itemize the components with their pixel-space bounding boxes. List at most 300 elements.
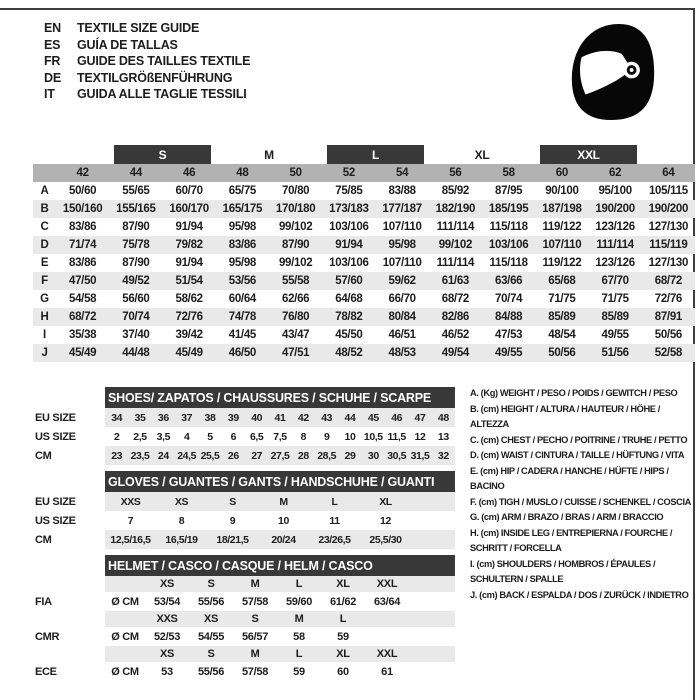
lang-row-de: [44, 70, 250, 87]
lang-code: EN: [44, 21, 61, 35]
size-value-cell: 6,5: [249, 430, 264, 443]
measurement-row: [33, 182, 695, 200]
size-header-cell: XL: [321, 646, 365, 662]
value-cell: 44/48: [122, 347, 150, 359]
value-cell: 103/106: [329, 221, 369, 233]
row-label: FIA: [35, 595, 52, 608]
value-cell: 49/55: [494, 347, 523, 359]
value-cell: 79/82: [175, 239, 203, 251]
measurement-row: [33, 200, 695, 218]
value-cell: 119/122: [542, 257, 582, 269]
row-label: B: [40, 203, 49, 215]
value-cell: 85/89: [548, 311, 576, 323]
size-value-cell: L: [309, 492, 360, 511]
value-cell: 70/74: [122, 311, 150, 323]
row-filler: [411, 492, 455, 511]
row-label: G: [40, 293, 49, 305]
size-value-cell: 4: [183, 430, 190, 443]
value-cell: 85/89: [601, 311, 629, 323]
size-value-cell: 2,5: [133, 430, 147, 443]
size-header-cell: XXS: [145, 611, 189, 627]
row-label: ECE: [35, 665, 57, 678]
helmet-value-row: [33, 662, 455, 681]
size-value-cell: 9: [323, 430, 330, 443]
size-value-cell: 40: [245, 408, 268, 427]
value-cell: 165/175: [222, 203, 263, 215]
size-value-cell: 34: [105, 408, 128, 427]
value-cell: 71/74: [68, 239, 97, 251]
value-cell: 127/130: [648, 257, 689, 269]
row-label: A: [40, 185, 49, 197]
value-cell: 111/114: [436, 257, 475, 269]
value-cell: 83/86: [68, 257, 97, 269]
size-header-cell: L: [321, 611, 365, 627]
size-value-cell: 45: [362, 408, 385, 427]
size-value-cell: XL: [360, 492, 411, 511]
size-value-cell: 13: [437, 430, 449, 443]
value-cell: 59: [293, 665, 305, 678]
measurement-row: [33, 308, 695, 326]
value-cell: 90/100: [545, 185, 579, 197]
row-label: CM: [35, 449, 52, 462]
size-value-cell: M: [258, 492, 309, 511]
legend-item: J. (cm) BACK / ESPALDA / DOS / ZURÜCK / INDIETRO: [470, 589, 689, 600]
size-value-cell: 30,5: [385, 446, 408, 465]
value-cell: 83/86: [68, 221, 97, 233]
legend-item: I. (cm) SHOULDERS / HOMBROS / ÉPAULES / SCHULTERN / SPALLE: [470, 558, 656, 584]
lang-row-it: [44, 86, 250, 103]
value-cell: 190/200: [648, 203, 689, 215]
size-value-cell: 24,5: [175, 446, 198, 465]
size-header-cell: XS: [145, 576, 189, 592]
value-cell: 47/53: [494, 329, 523, 341]
value-cell: 85/92: [441, 185, 470, 197]
row-label: J: [41, 347, 48, 359]
size-group-l: L: [327, 145, 424, 164]
lang-title: GUIDE DES TAILLES TEXTILE: [77, 54, 251, 68]
shoes-table-row: [33, 408, 455, 427]
legend-item: D. (cm) WAIST / CINTURA / TAILLE / HÜFTUNG / VITA: [470, 450, 685, 460]
value-cell: 45/49: [68, 347, 97, 359]
value-cell: 51/54: [175, 275, 203, 287]
size-value-cell: XXS: [105, 492, 156, 511]
size-header-cell: XXL: [365, 576, 409, 592]
value-cell: 58/62: [175, 293, 203, 305]
lang-code: FR: [44, 54, 61, 68]
size-header-cell: M: [233, 646, 277, 662]
language-title-list: [44, 20, 250, 103]
shoes-table-title: SHOES/ ZAPATOS / CHAUSSURES / SCHUHE / SCARPE: [105, 387, 455, 408]
value-cell: 67/70: [601, 275, 629, 287]
size-value-cell: 6: [230, 430, 237, 443]
shoes-table-row: [33, 427, 455, 446]
size-value-cell: 39: [222, 408, 245, 427]
value-cell: 95/98: [388, 239, 416, 251]
value-cell: 52/53: [153, 630, 181, 643]
size-header-cell: 62: [609, 167, 622, 179]
size-header-cell: 60: [555, 167, 568, 179]
value-cell: 71/75: [601, 293, 629, 305]
unit-spacer: [105, 576, 145, 592]
size-header-cell: 54: [396, 167, 409, 179]
value-cell: 170/180: [275, 203, 316, 215]
value-cell: 53/56: [228, 275, 257, 287]
value-cell: 61/62: [329, 595, 357, 608]
size-header-cell: L: [277, 576, 321, 592]
value-cell: 103/106: [329, 257, 369, 269]
size-header-cell: 50: [289, 167, 302, 179]
value-cell: 123/126: [595, 221, 635, 233]
size-value-cell: 16,5/19: [156, 530, 207, 549]
unit-label: Ø CM: [111, 665, 139, 678]
row-label: US SIZE: [35, 430, 76, 443]
value-cell: 71/75: [548, 293, 576, 305]
helmet-title-row: [33, 555, 455, 576]
lang-code: IT: [44, 87, 55, 101]
row-label: I: [43, 329, 46, 341]
value-cell: 75/85: [335, 185, 363, 197]
value-cell: 53: [161, 665, 173, 678]
legend-item: A. (Kg) WEIGHT / PESO / POIDS / GEWITCH / PESO: [470, 388, 678, 398]
row-filler: [409, 592, 455, 611]
measurement-row: [33, 254, 695, 272]
size-header-cell: 46: [183, 167, 196, 179]
measurement-row: [33, 344, 695, 362]
value-cell: 48/54: [548, 329, 576, 341]
measurement-row: [33, 290, 695, 308]
value-cell: 72/76: [654, 293, 683, 305]
size-header-cell: [365, 611, 409, 627]
measurement-row: [33, 236, 695, 254]
size-header-cell: XL: [321, 576, 365, 592]
size-value-cell: 35: [128, 408, 151, 427]
value-cell: 35/38: [68, 329, 97, 341]
value-cell: 87/90: [281, 239, 310, 251]
value-cell: 87/91: [654, 311, 683, 323]
gloves-table-row: [33, 511, 455, 530]
value-cell: 84/88: [494, 311, 523, 323]
row-label: CMR: [35, 630, 60, 643]
value-cell: 177/187: [382, 203, 422, 215]
helmet-table: [33, 555, 455, 681]
helmet-value-row: [33, 627, 455, 646]
measurement-row: [33, 272, 695, 290]
value-cell: 74/78: [228, 311, 257, 323]
value-cell: 87/95: [494, 185, 523, 197]
value-cell: 47/51: [281, 347, 310, 359]
helmet-size-row: [33, 611, 455, 627]
size-value-cell: 9: [229, 514, 236, 527]
value-cell: 53/54: [153, 595, 181, 608]
size-group-m: M: [264, 147, 274, 162]
size-header-cell: L: [277, 646, 321, 662]
value-cell: 123/126: [595, 257, 635, 269]
row-label: H: [40, 311, 49, 323]
value-cell: 187/198: [542, 203, 582, 215]
helmet-title: HELMET / CASCO / CASQUE / HELM / CASCO: [105, 555, 455, 576]
size-group-xl: XL: [474, 147, 490, 162]
size-header-cell: 44: [129, 167, 142, 179]
value-cell: 60/70: [175, 185, 203, 197]
size-header-cell: 64: [662, 167, 675, 179]
size-group-xxl: XXL: [540, 145, 637, 164]
value-cell: 185/195: [488, 203, 529, 215]
size-value-cell: 12,5/16,5: [105, 530, 156, 549]
gloves-table-row: [33, 530, 455, 549]
row-filler: [409, 662, 455, 681]
size-value-cell: 11: [329, 514, 340, 527]
size-value-cell: 43: [315, 408, 338, 427]
legend-item: H. (cm) INSIDE LEG / ENTREPIERNA / FOURCHE / SCHRITT / FORCELLA: [470, 527, 673, 553]
size-value-cell: 47: [408, 408, 431, 427]
value-cell: 107/110: [382, 221, 422, 233]
size-value-cell: 46: [385, 408, 408, 427]
shoes-table: [33, 387, 455, 465]
title-spacer: [33, 471, 105, 492]
value-cell: 173/183: [329, 203, 369, 215]
value-cell: [365, 627, 409, 646]
size-value-cell: 31,5: [408, 446, 431, 465]
value-cell: 99/102: [438, 239, 473, 251]
size-value-cell: 8: [300, 430, 307, 443]
value-cell: 95/98: [228, 257, 257, 269]
title-spacer: [33, 387, 105, 408]
value-cell: 56/57: [241, 630, 269, 643]
row-label: D: [40, 239, 49, 251]
size-value-cell: 29: [338, 446, 361, 465]
value-cell: 91/94: [335, 239, 363, 251]
value-cell: 46/52: [441, 329, 470, 341]
size-value-cell: 25,5/30: [360, 530, 411, 549]
size-group-spacer: [56, 145, 109, 164]
value-cell: 65/75: [228, 185, 257, 197]
value-cell: 54/58: [68, 293, 97, 305]
row-label: E: [40, 257, 49, 269]
size-value-cell: 27: [245, 446, 268, 465]
size-value-cell: 27,5: [268, 446, 291, 465]
value-cell: 58: [293, 630, 305, 643]
lang-code: DE: [44, 70, 61, 85]
value-cell: 46/51: [388, 329, 416, 341]
value-cell: 115/118: [489, 221, 528, 233]
size-value-cell: 11,5: [387, 430, 406, 443]
unit-spacer: [105, 611, 145, 627]
value-cell: 45/49: [175, 347, 203, 359]
value-cell: 55/56: [197, 665, 225, 678]
value-cell: 107/110: [542, 239, 582, 251]
size-value-cell: 28,5: [315, 446, 338, 465]
row-filler: [411, 511, 455, 530]
lang-title: TEXTILE SIZE GUIDE: [77, 21, 200, 35]
value-cell: 115/118: [489, 257, 528, 269]
lang-row-es: [44, 37, 250, 54]
value-cell: 83/86: [228, 239, 257, 251]
value-cell: 64/68: [335, 293, 363, 305]
size-value-cell: XS: [156, 492, 207, 511]
value-cell: 55/65: [122, 185, 150, 197]
value-cell: 49/55: [601, 329, 629, 341]
value-cell: 51/56: [601, 347, 629, 359]
value-cell: 103/106: [488, 239, 529, 251]
size-group-s: S: [114, 145, 211, 164]
value-cell: 91/94: [175, 257, 203, 269]
size-value-cell: 41: [268, 408, 291, 427]
gloves-table-title-row: [33, 471, 455, 492]
value-cell: 68/72: [654, 275, 683, 287]
value-cell: 37/40: [122, 329, 150, 341]
value-cell: 105/115: [648, 185, 688, 197]
unit-label: Ø CM: [111, 630, 139, 643]
lang-title: TEXTILGRÖßENFÜHRUNG: [77, 70, 233, 85]
size-value-cell: 36: [152, 408, 175, 427]
value-cell: 150/160: [62, 203, 103, 215]
helmet-size-row: [33, 576, 455, 592]
row-label: C: [40, 221, 49, 233]
value-cell: 115/119: [649, 239, 688, 251]
size-value-cell: 37: [175, 408, 198, 427]
value-cell: 63/64: [373, 595, 401, 608]
size-header-cell: XXL: [365, 646, 409, 662]
value-cell: 61: [381, 665, 393, 678]
value-cell: 107/110: [382, 257, 422, 269]
size-header-cell: 56: [449, 167, 462, 179]
helmet-value-row: [33, 592, 455, 611]
lang-row-fr: [44, 53, 250, 70]
size-header-cell: 52: [342, 167, 355, 179]
lang-code: ES: [44, 37, 61, 52]
value-cell: 55/56: [197, 595, 225, 608]
size-value-cell: 7: [127, 514, 134, 527]
value-cell: 91/94: [175, 221, 203, 233]
size-value-cell: 20/24: [258, 530, 309, 549]
value-cell: 41/45: [228, 329, 257, 341]
size-header-cell: 42: [76, 167, 89, 179]
value-cell: 111/114: [596, 239, 634, 251]
row-filler: [411, 530, 455, 549]
size-value-cell: 5: [207, 430, 213, 443]
size-value-cell: 10,5: [363, 430, 383, 443]
row-label: EU SIZE: [35, 411, 76, 424]
value-cell: 57/60: [335, 275, 363, 287]
value-cell: 95/100: [598, 185, 632, 197]
row-filler: [409, 627, 455, 646]
value-cell: 62/66: [281, 293, 310, 305]
helmet-icon: [563, 21, 661, 123]
value-cell: 68/72: [441, 293, 470, 305]
size-value-cell: 48: [432, 408, 455, 427]
shoes-table-title-row: [33, 387, 455, 408]
size-value-cell: 18/21,5: [207, 530, 258, 549]
value-cell: 47/50: [68, 275, 97, 287]
value-cell: 54/55: [197, 630, 225, 643]
gloves-table-row: [33, 492, 455, 511]
value-cell: 59: [337, 630, 349, 643]
value-cell: 50/60: [68, 185, 97, 197]
gloves-table-title: GLOVES / GUANTES / GANTS / HANDSCHUHE / GUANTI: [105, 471, 455, 492]
size-group-spacer: [642, 145, 695, 164]
value-cell: 70/80: [281, 185, 310, 197]
value-cell: 155/165: [116, 203, 156, 215]
value-cell: 87/90: [122, 221, 150, 233]
value-cell: 99/102: [278, 257, 313, 269]
row-label: CM: [35, 533, 52, 546]
size-header-cell: XS: [189, 611, 233, 627]
size-header-cell: M: [233, 576, 277, 592]
value-cell: 60: [337, 665, 349, 678]
legend-item: E. (cm) HIP / CADERA / HANCHE / HÜFTE / HIPS / BACINO: [470, 465, 669, 491]
value-cell: 78/82: [335, 311, 363, 323]
size-value-cell: 26: [222, 446, 245, 465]
value-cell: 50/56: [654, 329, 683, 341]
size-header-spacer: [33, 164, 56, 182]
value-cell: 65/68: [548, 275, 576, 287]
value-cell: 59/60: [285, 595, 313, 608]
value-cell: 83/88: [388, 185, 416, 197]
size-value-cell: 38: [198, 408, 221, 427]
size-header-cell: 58: [502, 167, 515, 179]
value-cell: 82/86: [441, 311, 470, 323]
size-header-cell: M: [277, 611, 321, 627]
value-cell: 127/130: [648, 221, 689, 233]
row-label: US SIZE: [35, 514, 76, 527]
size-value-cell: 7,5: [273, 430, 287, 443]
value-cell: 39/42: [175, 329, 203, 341]
size-value-cell: 10: [278, 514, 289, 527]
value-cell: 48/53: [388, 347, 416, 359]
size-header-cell: S: [189, 646, 233, 662]
value-cell: 99/102: [278, 221, 313, 233]
size-value-cell: 44: [338, 408, 361, 427]
size-group-row: [33, 145, 695, 164]
value-cell: 57/58: [241, 665, 269, 678]
row-label: F: [41, 275, 48, 287]
value-cell: 68/72: [68, 311, 97, 323]
value-cell: 61/63: [441, 275, 470, 287]
legend-item: G. (cm) ARM / BRAZO / BRAS / ARM / BRACCIO: [470, 512, 664, 522]
value-cell: 59/62: [388, 275, 416, 287]
legend-list: [470, 386, 696, 603]
value-cell: 55/58: [281, 275, 310, 287]
measurement-row: [33, 326, 695, 344]
value-cell: 87/90: [122, 257, 150, 269]
value-cell: 49/54: [441, 347, 470, 359]
value-cell: 45/50: [335, 329, 363, 341]
value-cell: 57/58: [241, 595, 269, 608]
size-header-cell: S: [189, 576, 233, 592]
value-cell: 190/200: [595, 203, 635, 215]
value-cell: 95/98: [228, 221, 257, 233]
legend-item: C. (cm) CHEST / PECHO / POITRINE / TRUHE / PETTO: [470, 434, 688, 445]
size-value-cell: 32: [432, 446, 455, 465]
size-value-cell: 12: [414, 430, 426, 443]
row-label: EU SIZE: [35, 495, 76, 508]
value-cell: 111/114: [436, 221, 475, 233]
value-cell: 50/56: [548, 347, 576, 359]
value-cell: 119/122: [542, 221, 582, 233]
value-cell: 72/76: [175, 311, 203, 323]
value-cell: 48/52: [335, 347, 363, 359]
value-cell: 80/84: [388, 311, 416, 323]
size-header-cell: XS: [145, 646, 189, 662]
gloves-table: [33, 471, 455, 549]
value-cell: 49/52: [122, 275, 150, 287]
row-filler: [409, 611, 455, 627]
value-cell: 56/60: [122, 293, 150, 305]
shoes-table-row: [33, 446, 455, 465]
size-value-cell: 23: [105, 446, 128, 465]
size-value-cell: 3,5: [156, 430, 171, 443]
legend-item: F. (cm) TIGH / MUSLO / CUISSE / SCHENKEL / COSCIA: [470, 496, 691, 507]
